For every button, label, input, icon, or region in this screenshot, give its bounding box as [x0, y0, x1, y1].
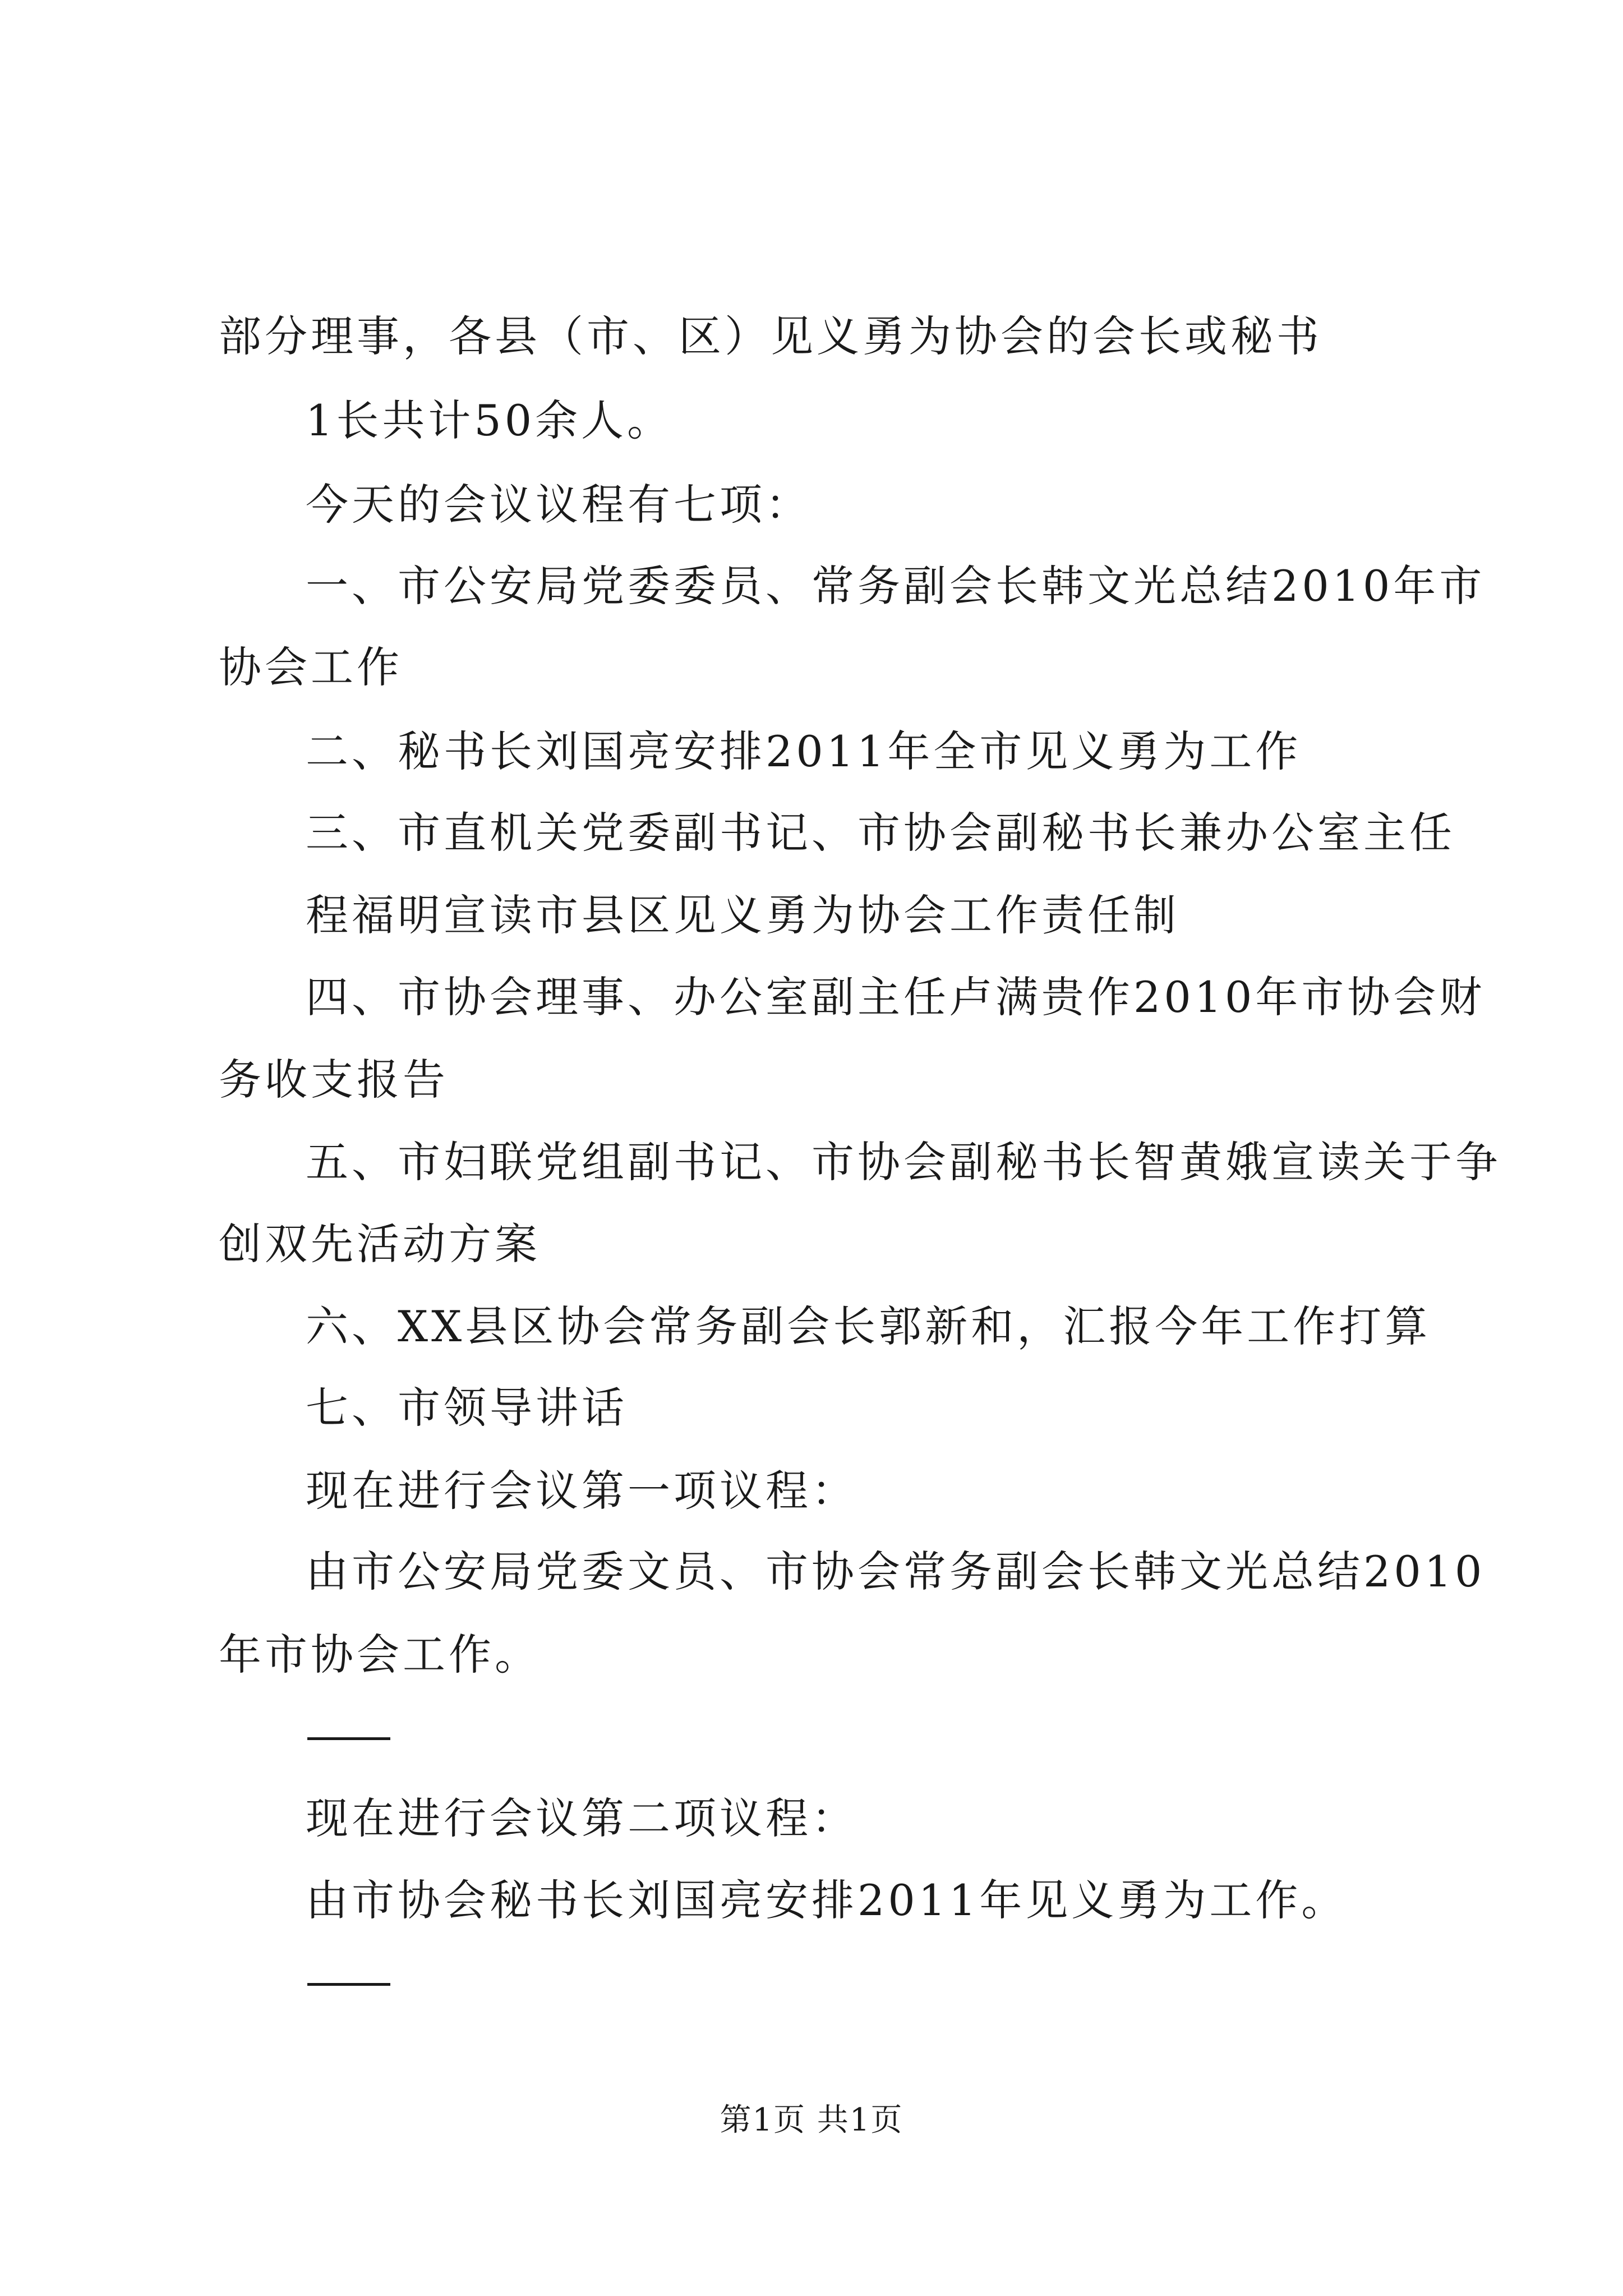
text-line: 部分理事，各县（市、区）见义勇为协会的会长或秘书 — [219, 311, 1322, 361]
text-line: 协会工作 — [219, 642, 403, 692]
text-line: 七、市领导讲话 — [306, 1383, 628, 1433]
separator-dash — [307, 1737, 390, 1740]
text-line: 二、秘书长刘国亮安排2011年全市见义勇为工作 — [306, 726, 1302, 776]
text-line: 程福明宣读市县区见义勇为协会工作责任制 — [306, 890, 1179, 940]
text-line: 创双先活动方案 — [219, 1219, 541, 1269]
text-line: 四、市协会理事、办公室副主任卢满贵作2010年市协会财 — [306, 972, 1486, 1022]
text-line: 现在进行会议第一项议程： — [306, 1466, 857, 1516]
text-line: 由市协会秘书长刘国亮安排2011年见义勇为工作。 — [306, 1875, 1348, 1925]
text-line: 五、市妇联党组副书记、市协会副秘书长智黄娥宣读关于争 — [306, 1137, 1501, 1187]
text-line: 由市公安局党委文员、市协会常务副会长韩文光总结2010 — [306, 1547, 1486, 1596]
text-line: 三、市直机关党委副书记、市协会副秘书长兼办公室主任 — [306, 808, 1455, 858]
text-line: 六、XX县区协会常务副会长郭新和，汇报今年工作打算 — [306, 1301, 1431, 1351]
text-line: 务收支报告 — [219, 1055, 449, 1105]
text-line: 年市协会工作。 — [219, 1630, 541, 1680]
text-line: 今天的会议议程有七项： — [306, 480, 811, 530]
text-line: 1长共计50余人。 — [306, 395, 674, 445]
separator-dash — [307, 1983, 390, 1986]
page-footer: 第1页 共1页 — [720, 2102, 903, 2138]
text-line: 现在进行会议第二项议程： — [306, 1793, 857, 1843]
text-line: 一、市公安局党委委员、常务副会长韩文光总结2010年市 — [306, 561, 1486, 611]
